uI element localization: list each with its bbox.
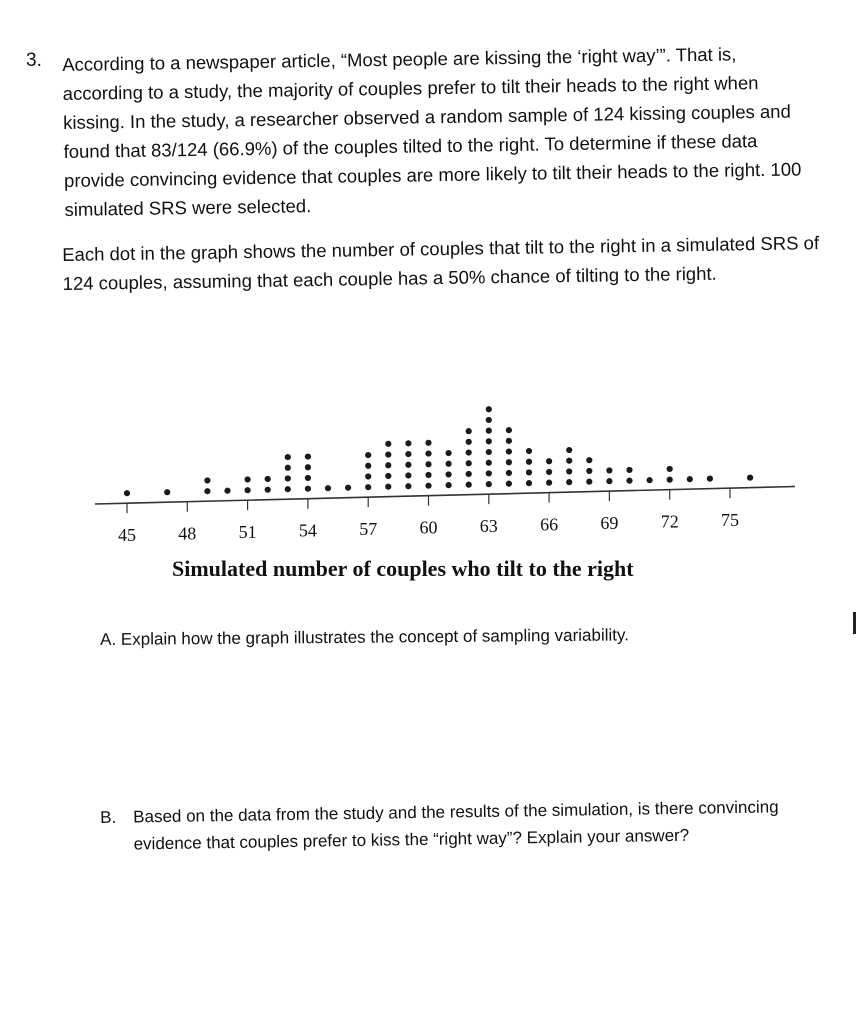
data-dot — [285, 475, 291, 481]
data-dot — [647, 477, 653, 483]
data-dot — [486, 460, 492, 466]
data-dot — [385, 473, 391, 479]
data-dot — [345, 485, 351, 491]
data-dot — [446, 461, 452, 467]
data-dot — [546, 469, 552, 475]
data-dot — [425, 483, 431, 489]
data-dot — [506, 459, 512, 465]
data-dot — [425, 440, 431, 446]
data-dot — [265, 487, 271, 493]
data-dot — [626, 478, 632, 484]
data-dot — [446, 471, 452, 477]
data-dot — [425, 472, 431, 478]
data-dot — [305, 486, 311, 492]
data-dot — [506, 481, 512, 487]
data-dot — [566, 479, 572, 485]
data-dot — [405, 440, 411, 446]
x-tick-label: 69 — [600, 513, 619, 534]
question-number: 3. — [26, 50, 42, 71]
x-tick-label: 54 — [298, 520, 317, 541]
data-dot — [365, 452, 371, 458]
question-paragraph-1: According to a newspaper article, “Most people are kissing the ‘right way’”. That is, according to a study, the majority of couples prefer to tilt their heads to the right when kissing. In the study, a researcher observed a random sample of 124 kissing couples and found that 83/124 (66.9%) of the couples tilted to the right. To determine if these data provide convincing evidence that couples are more likely to tilt their heads to the right. 100 simulated SRS were selected. — [62, 43, 802, 220]
data-dot — [506, 438, 512, 444]
part-a-question — [100, 625, 629, 650]
data-dot — [425, 461, 431, 467]
data-dot — [385, 484, 391, 490]
x-tick-label: 75 — [721, 510, 739, 531]
part-b-question — [100, 793, 781, 858]
data-dot — [245, 476, 251, 482]
data-dot — [466, 449, 472, 455]
data-dot — [385, 462, 391, 468]
part-a-letter: A. — [100, 629, 117, 649]
data-dot — [466, 460, 472, 466]
data-dot — [486, 438, 492, 444]
data-dot — [285, 454, 291, 460]
x-tick-label: 45 — [118, 525, 136, 546]
data-dot — [466, 482, 472, 488]
data-dot — [486, 449, 492, 455]
x-tick-label: 63 — [479, 516, 498, 537]
data-dot — [204, 488, 210, 494]
data-dot — [365, 484, 371, 490]
x-tick-label: 57 — [359, 519, 378, 540]
data-dot — [405, 462, 411, 468]
data-dot — [405, 472, 411, 478]
data-dot — [566, 468, 572, 474]
data-dot — [466, 471, 472, 477]
data-dot — [325, 485, 331, 491]
data-dot — [566, 447, 572, 453]
data-dot — [667, 477, 673, 483]
data-dot — [305, 464, 311, 470]
data-dot — [526, 448, 532, 454]
data-dot — [204, 477, 210, 483]
data-dot — [486, 417, 492, 423]
data-dot — [687, 476, 693, 482]
data-dot — [606, 467, 612, 473]
data-dot — [506, 470, 512, 476]
part-a-text: Explain how the graph illustrates the concept of sampling variability. — [120, 625, 630, 649]
data-dot — [747, 475, 753, 481]
data-dot — [526, 480, 532, 486]
x-axis-label: Simulated number of couples who tilt to the right — [172, 556, 634, 581]
data-dot — [526, 459, 532, 465]
data-dot — [506, 427, 512, 433]
question-body — [62, 38, 810, 224]
data-dot — [606, 478, 612, 484]
dot-plot — [0, 320, 856, 550]
data-dot — [305, 453, 311, 459]
x-tick-label: 60 — [419, 517, 438, 538]
x-axis-line — [95, 487, 795, 505]
x-tick-label: 66 — [540, 514, 559, 535]
x-tick-label: 72 — [660, 511, 679, 532]
data-dot — [566, 458, 572, 464]
data-dot — [265, 476, 271, 482]
data-dot — [466, 439, 472, 445]
data-dot — [224, 488, 230, 494]
data-dot — [667, 466, 673, 472]
data-dot — [707, 476, 713, 482]
data-dot — [285, 465, 291, 471]
question-paragraph-2: Each dot in the graph shows the number of couples that tilt to the right in a simulated SRS of 124 couples, assuming that each couple has a 50% chance of tilting to the right. — [62, 232, 820, 294]
data-dot — [124, 490, 130, 496]
data-dot — [365, 473, 371, 479]
data-dot — [245, 487, 251, 493]
x-tick-label: 51 — [238, 522, 257, 543]
data-dot — [486, 470, 492, 476]
data-dot — [626, 467, 632, 473]
data-dot — [546, 480, 552, 486]
data-dot — [486, 481, 492, 487]
data-dot — [385, 451, 391, 457]
part-b-text: Based on the data from the study and the results of the simulation, is there convincing evidence that couples prefer to kiss the “right way”? Explain your answer? — [133, 797, 779, 854]
data-dot — [526, 469, 532, 475]
x-tick-label: 48 — [178, 523, 197, 544]
data-dot — [586, 468, 592, 474]
data-dot — [385, 441, 391, 447]
data-dot — [285, 486, 291, 492]
data-dot — [486, 428, 492, 434]
data-dot — [305, 475, 311, 481]
data-dot — [425, 450, 431, 456]
data-dot — [466, 428, 472, 434]
data-dot — [164, 489, 170, 495]
data-dot — [446, 482, 452, 488]
data-dot — [506, 448, 512, 454]
data-dot — [405, 483, 411, 489]
data-dot — [405, 451, 411, 457]
part-b-letter: B. — [100, 807, 117, 827]
data-dot — [486, 406, 492, 412]
data-dot — [586, 457, 592, 463]
data-dot — [446, 450, 452, 456]
data-dot — [586, 479, 592, 485]
data-dot — [365, 463, 371, 469]
data-dot — [546, 458, 552, 464]
